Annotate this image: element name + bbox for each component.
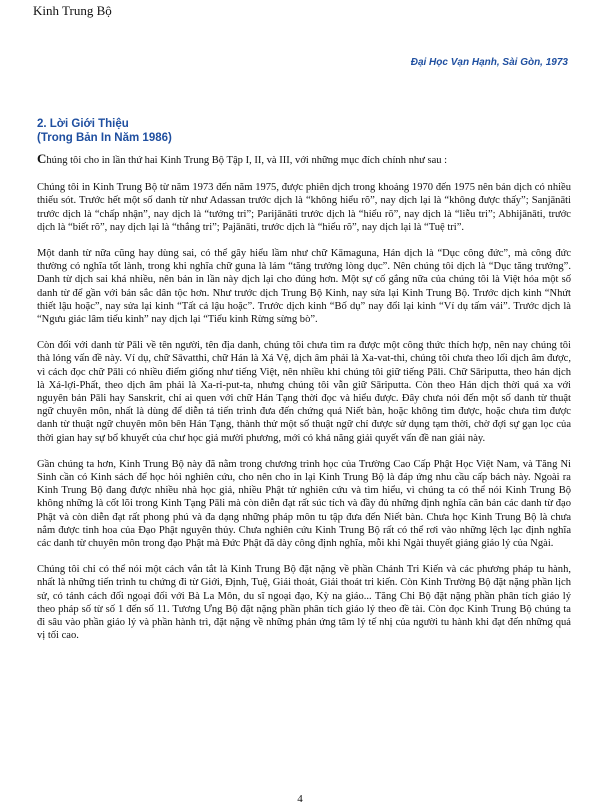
paragraph-1-text: húng tôi cho in lần thứ hai Kinh Trung Bộ Tập I, II, và III, với những mục đích chính như sau : bbox=[46, 155, 448, 166]
drop-cap: C bbox=[37, 151, 47, 166]
byline: Đại Học Vạn Hạnh, Sài Gòn, 1973 bbox=[410, 57, 568, 68]
running-header: Kinh Trung Bộ bbox=[33, 3, 112, 18]
page-number: 4 bbox=[297, 793, 303, 805]
section-title bbox=[37, 117, 172, 145]
paragraph-5: Gần chúng ta hơn, Kinh Trung Bộ này đã nằm trong chương trình học của Trường Cao Cấp Phật Học Việt Nam, và Tăng Ni Sinh cần có Kinh sách để học hỏi nghiên cứu, cho nên cho in lại Kinh Trung Bộ là đáp ứng nhu cầu cấp bách này. Ngoài ra Kinh Trung Bộ đang được nhiều nhà học giả, nhiều Phật tử nghiên cứu và tìm hiểu, vì chúng ta có thể nói Kinh Trung Bộ không những là cốt lõi trong Kinh Tạng Pāli mà còn diễn đạt rất súc tích và đầy đủ những định nghĩa căn bản các danh từ đạo Phật và còn diễn đạt rất phong phú và đa dạng những pháp môn tu tập đưa đến Niết bàn. Chưa học Kinh Trung Bộ là chưa nắm được tinh hoa của Đạo Phật nguyên thủy. Chưa nghiên cứu Kinh Trung Bộ rất có thể rơi vào những lệch lạc định nghĩa các danh từ chuyên môn trong đạo Phật mà Đức Phật đã dày công định nghĩa, mỗi khi Ngài thuyết giảng giáo lý của Ngài. bbox=[37, 458, 571, 550]
paragraph-4: Còn đối với danh từ Pāli về tên người, tên địa danh, chúng tôi chưa tìm ra được một công thức thích hợp, nên nay chúng tôi thà lóng vấn đề này. Ví dụ, chữ Sāvatthi, chữ Hán là Xá Vệ, dịch âm phải là Xa-vat-thi, chúng tôi chưa theo lối dịch âm được, vì cách đọc chữ Pāli có nhiều điểm giống như tiếng Việt, nên nhiều khi chúng tôi giữ tiếng Pāli. Chữ Sāriputta, theo hán dịch là Xá-lợi-Phất, theo dịch âm phải là Xa-ri-put-ta, nhưng chúng tôi vẫn giữ Sāriputta. Còn theo Hán dịch thời quá xa với nguyên bản Pāli hay Sanskrit, chỉ ai quen với chữ Hán Tạng thời đọc và hiểu được. Đây chưa nói đến một số danh từ thuật ngữ chuyên môn, nhất là dùng để diễn tả tiến trình đưa đến chứng quả Niết bàn, hoặc không tìm được, hoặc chưa tìm được danh từ thuật ngữ chuyên môn bên Hán Tạng, thành thử một số thuật ngữ chỉ được sử dụng tạm thời, chờ đợi sự gạn lọc của thời gian hay sự bổ khuyết của chư học giả mười phương, mới có khả năng giải quyết vấn đề nan giải này. bbox=[37, 340, 571, 444]
paragraph-1 bbox=[37, 152, 571, 167]
paragraph-6: Chúng tôi chỉ có thể nói một cách vắn tắt là Kinh Trung Bộ đặt nặng về phần Chánh Tri Kiến và các phương pháp tu hành, nhất là những tiến trình tu chứng đi từ Giới, Định, Tuệ, Giải thoát, Giải thoát tri kiến. Còn Kinh Trường Bộ đặt nặng phần lịch sử, có tánh cách đối ngoại đối với Bà La Môn, du sĩ ngoại đạo, Kỳ na giáo... Tăng Chi Bộ đặt nặng phần phân tích giáo lý theo pháp số từ số 1 đến số 11. Tương Ưng Bộ đặt nặng phần phân tích giáo lý theo đề tài. Còn đọc Kinh Trung Bộ chúng ta đi sâu vào phần giáo lý và phần hành trì, đặt nặng về những phản ứng tâm lý tế nhị của người tu hành khi đạt đến những quả vị tối cao. bbox=[37, 564, 571, 642]
section-title-line2: (Trong Bản In Năm 1986) bbox=[37, 132, 172, 144]
body-text bbox=[37, 152, 571, 656]
section-title-line1: 2. Lời Giới Thiệu bbox=[37, 118, 129, 130]
paragraph-3: Một danh từ nữa cũng hay dùng sai, có thể gây hiểu lầm như chữ Kāmaguna, Hán dịch là “Dục công đức”, mà công đức thường có nghĩa tốt lành, trong khi nghĩa chữ guna là lảm “tăng trưởng lòng dục”. Nên chúng tôi dịch là “Dục tăng trưởng”. Danh từ dịch sai khá nhiều, nên bản in lần này dịch lại cho đúng hơn. Một sự cố gắng nữa của chúng tôi là Việt hóa một số danh từ để gần với bản sắc dân tộc hơn. Như trước dịch Trung Bộ Kinh, nay sửa lại Kinh Trung Bộ. Trước dịch kinh “Nhứt thiết lậu hoặc”, nay sửa lại kinh “Tất cả lậu hoặc”. Trước dịch kinh “Bố dụ” nay đổi lại kinh “Ví dụ tấm vải”. Trước dịch là “Ngưu giác lâm tiểu kinh” nay dịch lại “Tiểu kinh Rừng sừng bò”. bbox=[37, 248, 571, 326]
paragraph-2: Chúng tôi in Kinh Trung Bộ từ năm 1973 đến năm 1975, được phiên dịch trong khoảng 1970 đến 1975 nên bản dịch có nhiều thiếu sót. Trước hết một số danh từ như Adassan trước dịch là “không hiểu rõ”, nay dịch lại là “không được thấy”; Sanjānāti trước dịch là “chấp nhận”, nay dịch là “tưởng tri”; Parijānāti trước dịch là “hiểu rõ”, nay dịch là “liễu tri”; Abhijānāti, trước dịch là “biết rõ”, nay dịch lại là “thắng tri”; Pajānāti, trước dịch là “hiểu rõ”, nay dịch lại là “Tuệ tri”. bbox=[37, 182, 571, 233]
